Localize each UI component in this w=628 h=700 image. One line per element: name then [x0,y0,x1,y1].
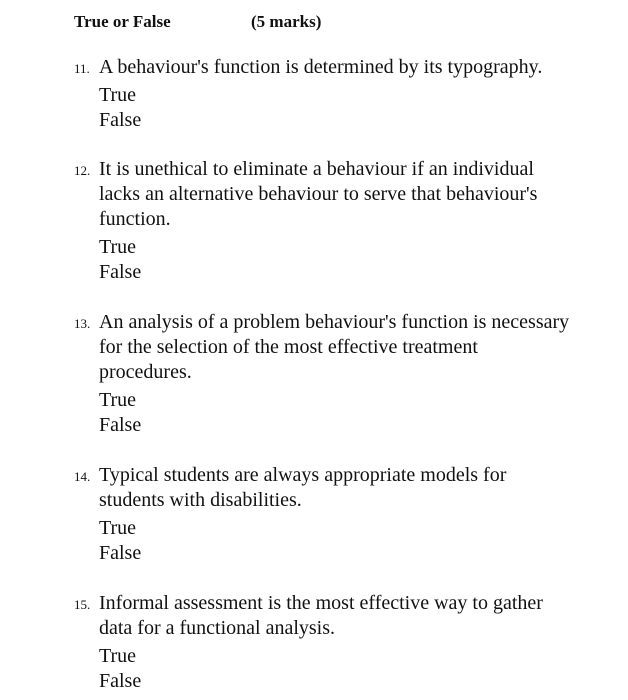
option-true[interactable]: True [99,236,137,258]
question-number: 15. [74,597,91,612]
question-number: 11. [74,61,90,76]
question-text [74,55,574,80]
question-statement: A behaviour's function is determined by its typography. [99,56,543,78]
question-14 [74,463,574,566]
option-false[interactable]: False [99,261,142,283]
option-false[interactable]: False [99,542,142,564]
answer-options [74,516,574,566]
option-true[interactable]: True [99,389,137,411]
question-text [74,463,574,513]
section-header [74,12,322,32]
question-12 [74,157,574,285]
question-15 [74,591,574,694]
question-number: 12. [74,163,91,178]
answer-options [74,644,574,694]
question-statement: Typical students are always appropriate models for students with disabilities. [99,464,507,511]
question-number: 13. [74,316,91,331]
option-true[interactable]: True [99,645,137,667]
question-statement: An analysis of a problem behaviour's function is necessary for the selection of the most effective treatment procedures. [99,311,570,383]
answer-options [74,388,574,438]
question-text [74,310,574,385]
option-false[interactable]: False [99,414,142,436]
question-13 [74,310,574,438]
question-11 [74,55,574,133]
answer-options [74,235,574,285]
option-true[interactable]: True [99,517,137,539]
answer-options [74,83,574,133]
question-text [74,591,574,641]
question-statement: Informal assessment is the most effective way to gather data for a functional analysis. [99,592,543,639]
section-marks: (5 marks) [251,12,322,31]
question-number: 14. [74,469,91,484]
question-statement: It is unethical to eliminate a behaviour if an individual lacks an alternative behaviour to serve that behaviour's function. [99,158,538,230]
question-text [74,157,574,232]
option-false[interactable]: False [99,109,142,131]
section-title: True or False [74,12,171,31]
option-true[interactable]: True [99,84,137,106]
option-false[interactable]: False [99,670,142,692]
